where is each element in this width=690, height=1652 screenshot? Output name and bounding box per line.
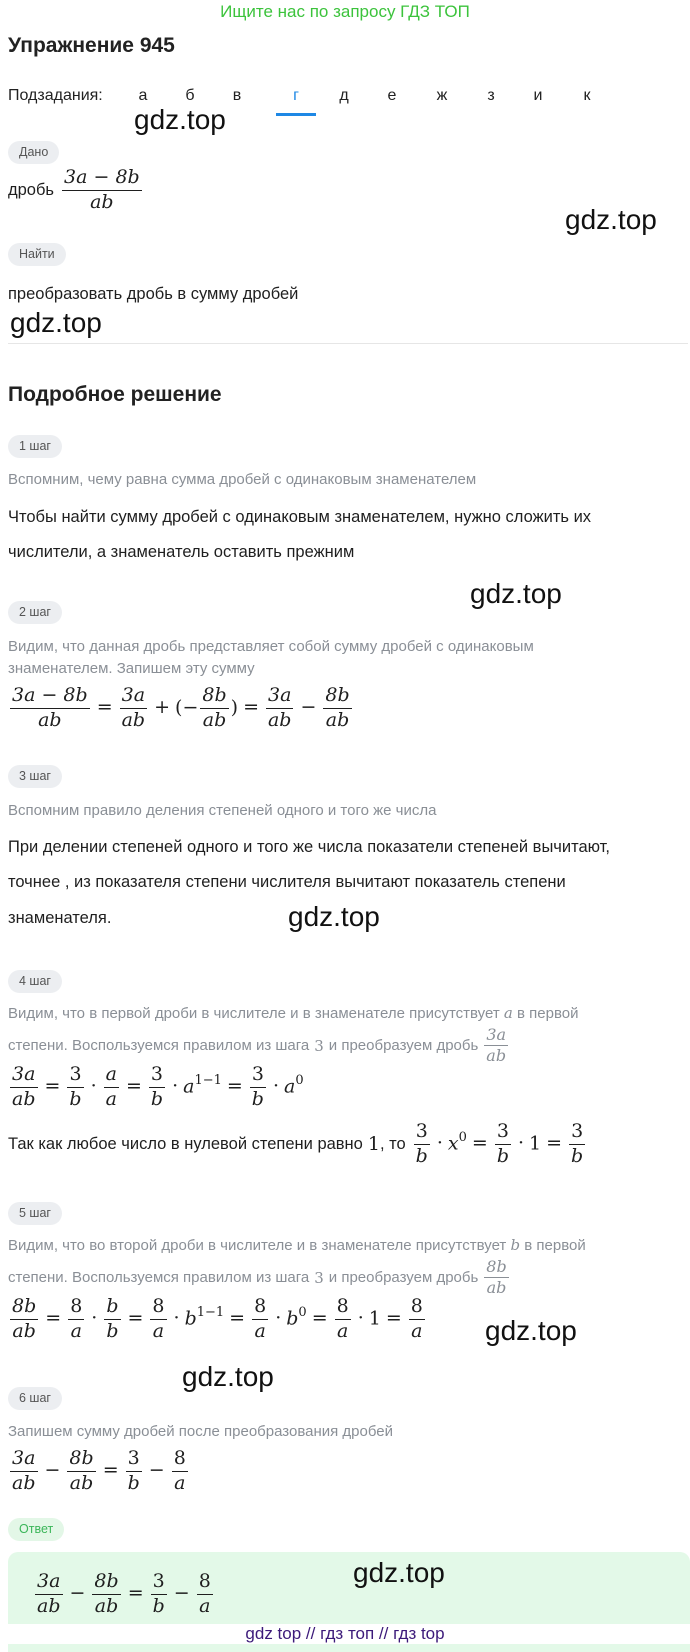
find-pill: Найти xyxy=(8,243,66,266)
subtask-tab-e[interactable]: е xyxy=(387,87,397,104)
step-2-equation: $\frac{3a - 8b}{ab}$ = $\frac{3a}{ab}$ + (− $\frac{8b}{ab}$ ) = $\frac{3a}{ab}$ − $\frac{8b}{ab}$ xyxy=(12,684,350,731)
watermark: gdz.top xyxy=(565,204,657,235)
step-5-equation: $\frac{8b}{ab}$ = $\frac{8}{a}$ · $\frac{b}{b}$ = $\frac{8}{a}$ · $b^{1-1}$ = $\frac{8}{a}$ · $b^0$ = $\frac{8}{a}$ · 1 = $\frac{8}{a}$ xyxy=(12,1295,423,1342)
step-5-inline-fraction: $\frac{8b}{ab}$ xyxy=(486,1257,507,1297)
step-5-step-ref: 3 xyxy=(314,1268,324,1287)
step-4-hint-d: и преобразуем дробь xyxy=(328,1037,479,1054)
step-2-hint-line: знаменателем. Запишем эту сумму xyxy=(8,660,255,677)
solution-heading: Подробное решение xyxy=(8,383,222,406)
step-4-equation: $\frac{3a}{ab}$ = $\frac{3}{b}$ · $\frac{a}{a}$ = $\frac{3}{b}$ · $a^{1-1}$ = $\frac{3}{b}$ · $a^0$ xyxy=(12,1063,304,1110)
step-1-hint: Вспомним, чему равна сумма дробей с одинаковым знаменателем xyxy=(8,471,477,488)
step-4-zero-power-equation: $\frac{3}{b}$ · $x^0$ = $\frac{3}{b}$ · 1 = $\frac{3}{b}$ xyxy=(415,1120,584,1167)
divider xyxy=(8,343,688,344)
subtask-tab-k[interactable]: к xyxy=(583,87,591,104)
step-4-to: , то xyxy=(379,1134,406,1153)
step-4-hint-c: степени. Воспользуемся правилом из шага xyxy=(8,1037,310,1054)
step-5-pill: 5 шаг xyxy=(8,1202,62,1225)
step-3-text-line: знаменателя. xyxy=(8,909,112,927)
answer-pill: Ответ xyxy=(8,1518,64,1541)
subtask-tab-zh[interactable]: ж xyxy=(436,87,448,104)
given-line xyxy=(8,166,144,215)
step-5-hint-a: Видим, что во второй дроби в числителе и в знаменателе присутствует xyxy=(8,1237,507,1254)
page-title: Упражнение 945 xyxy=(8,34,175,57)
step-4-one: 1 xyxy=(367,1133,380,1156)
given-numerator: 3a − 8b xyxy=(64,166,140,188)
given-pill: Дано xyxy=(8,141,59,164)
step-1-text-line: Чтобы найти сумму дробей с одинаковым знаменателем, нужно сложить их xyxy=(8,508,592,526)
watermark: gdz.top xyxy=(470,578,562,609)
subtask-tab-a[interactable]: а xyxy=(138,87,148,104)
watermark: gdz.top xyxy=(353,1557,445,1588)
step-4-step-ref: 3 xyxy=(314,1036,324,1055)
given-denominator: ab xyxy=(62,190,142,215)
watermark: gdz.top xyxy=(134,104,226,135)
step-4-hint-b: в первой xyxy=(517,1005,579,1022)
step-4-hint-line-2 xyxy=(8,1025,510,1066)
footer-links[interactable]: gdz top // гдз топ // гдз top xyxy=(0,1624,690,1644)
given-fraction xyxy=(60,166,144,215)
step-6-hint: Запишем сумму дробей после преобразования дробей xyxy=(8,1423,394,1440)
watermark: gdz.top xyxy=(288,901,380,932)
find-text: преобразовать дробь в сумму дробей xyxy=(8,285,299,303)
subtask-tab-v[interactable]: в xyxy=(232,87,242,104)
watermark: gdz.top xyxy=(10,307,102,338)
step-3-text-line: точнее , из показателя степени числителя вычитают показатель степени xyxy=(8,873,566,891)
promo-banner: Ищите нас по запросу ГДЗ ТОП xyxy=(220,2,470,21)
step-5-hint-c: степени. Воспользуемся правилом из шага xyxy=(8,1269,310,1286)
subtask-tab-g[interactable]: г xyxy=(293,87,299,104)
step-3-hint: Вспомним правило деления степеней одного и того же числа xyxy=(8,802,437,819)
step-5-hint-b: в первой xyxy=(524,1237,586,1254)
subtask-tab-i[interactable]: и xyxy=(533,87,543,104)
step-3-pill: 3 шаг xyxy=(8,765,62,788)
step-5-hint-d: и преобразуем дробь xyxy=(328,1269,479,1286)
subtasks-label: Подзадания: xyxy=(8,87,103,104)
step-6-equation: $\frac{3a}{ab}$ − $\frac{8b}{ab}$ = $\frac{3}{b}$ − $\frac{8}{a}$ xyxy=(12,1447,186,1494)
step-1-pill: 1 шаг xyxy=(8,435,62,458)
watermark: gdz.top xyxy=(485,1315,577,1346)
step-4-var: a xyxy=(503,1004,513,1022)
active-tab-underline xyxy=(276,113,316,116)
watermark: gdz.top xyxy=(182,1361,274,1392)
step-4-inline-fraction: $\frac{3a}{ab}$ xyxy=(486,1025,507,1065)
subtask-tab-b[interactable]: б xyxy=(185,87,195,104)
step-6-pill: 6 шаг xyxy=(8,1387,62,1410)
step-2-pill: 2 шаг xyxy=(8,601,62,624)
step-2-hint-line: Видим, что данная дробь представляет собой сумму дробей с одинаковым xyxy=(8,638,534,655)
step-5-hint-line-1 xyxy=(8,1236,586,1254)
subtask-tab-d[interactable]: д xyxy=(339,87,349,104)
answer-equation: $\frac{3a}{ab}$ − $\frac{8b}{ab}$ = $\frac{3}{b}$ − $\frac{8}{a}$ xyxy=(37,1570,211,1617)
given-prefix: дробь xyxy=(8,180,55,199)
step-4-pill: 4 шаг xyxy=(8,970,62,993)
step-4-hint-line-1 xyxy=(8,1004,578,1022)
step-1-text-line: числители, а знаменатель оставить прежним xyxy=(8,543,355,561)
step-3-text-line: При делении степеней одного и того же числа показатели степеней вычитают, xyxy=(8,838,610,856)
step-5-hint-line-2 xyxy=(8,1257,511,1298)
step-4-conclusion xyxy=(8,1120,587,1169)
step-4-hint-a: Видим, что в первой дроби в числителе и в знаменателе присутствует xyxy=(8,1005,500,1022)
step-4-text: Так как любое число в нулевой степени равно xyxy=(8,1134,363,1153)
step-5-var: b xyxy=(510,1236,521,1254)
subtask-tab-z[interactable]: з xyxy=(487,87,495,104)
